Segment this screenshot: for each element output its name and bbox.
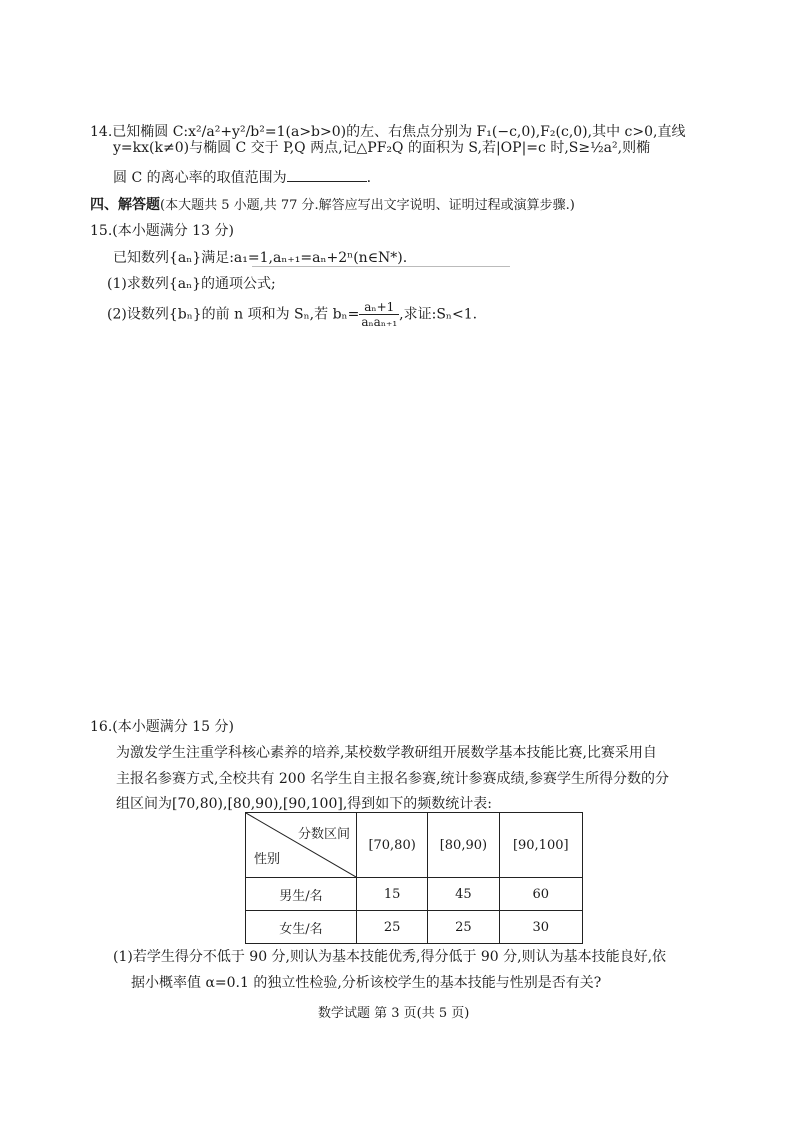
q15-title: 15.(本小题满分 13 分): [90, 223, 234, 239]
q15-part2-post: ,求证:Sₙ<1.: [399, 306, 478, 323]
divider: [252, 266, 510, 267]
column-header: [80,90): [428, 813, 499, 878]
table-cell: 25: [428, 911, 499, 944]
fraction: [359, 300, 399, 329]
table-cell: 25: [357, 911, 428, 944]
section4-heading-line: [90, 194, 575, 214]
corner-top-label: 分数区间: [297, 827, 350, 842]
table-corner-cell: [246, 813, 357, 878]
table-cell: 15: [357, 878, 428, 911]
table-row: [246, 878, 583, 911]
q15-part2-pre: (2)设数列{bₙ}的前 n 项和为 Sₙ,若 bₙ=: [107, 306, 360, 323]
q14-line3: [113, 167, 371, 187]
frequency-table: [245, 812, 583, 944]
table-cell: 60: [499, 878, 582, 911]
q14-line1: 14.已知椭圆 C:x²/a²+y²/b²=1(a>b>0)的左、右焦点分别为 F₁(−c,0),F₂(c,0),其中 c>0,直线: [90, 124, 686, 140]
q14-line2: y=kx(k≠0)与椭圆 C 交于 P,Q 两点,记△PF₂Q 的面积为 S,若|OP|=c 时,S≥½a²,则椭: [113, 140, 651, 156]
table-cell: 30: [499, 911, 582, 944]
q16-part1-line1: (1)若学生得分不低于 90 分,则认为基本技能优秀,得分低于 90 分,则认为基本技能良好,依: [113, 949, 667, 965]
section4-note: (本大题共 5 小题,共 77 分.解答应写出文字说明、证明过程或演算步骤.): [160, 198, 575, 213]
table-cell: 45: [428, 878, 499, 911]
q14-line3-end: .: [366, 170, 372, 186]
row-label: 女生/名: [246, 911, 357, 944]
column-header: [70,80): [357, 813, 428, 878]
table-row: [246, 911, 583, 944]
corner-bottom-label: 性别: [254, 852, 281, 867]
q16-part1-line2: 据小概率值 α=0.1 的独立性检验,分析该校学生的基本技能与性别是否有关?: [131, 975, 602, 991]
q16-para2: 主报名参赛方式,全校共有 200 名学生自主报名参赛,统计参赛成绩,参赛学生所得分数的分: [116, 771, 669, 787]
fraction-numerator: aₙ+1: [359, 300, 399, 315]
answer-blank: [287, 167, 367, 182]
q16-para1: 为激发学生注重学科核心素养的培养,某校数学教研组开展数学基本技能比赛,比赛采用自: [116, 745, 657, 761]
table-header-row: [246, 813, 583, 878]
q15-given: 已知数列{aₙ}满足:a₁=1,aₙ₊₁=aₙ+2ⁿ(n∈N*).: [113, 250, 408, 266]
q16-title: 16.(本小题满分 15 分): [90, 719, 234, 735]
q16-para3: 组区间为[70,80),[80,90),[90,100],得到如下的频数统计表:: [116, 796, 492, 812]
q15-part1: (1)求数列{aₙ}的通项公式;: [107, 276, 276, 292]
row-label: 男生/名: [246, 878, 357, 911]
q14-line3-text: 圆 C 的离心率的取值范围为: [113, 170, 287, 186]
fraction-denominator: aₙaₙ₊₁: [361, 315, 398, 329]
column-header: [90,100]: [499, 813, 582, 878]
section4-heading: 四、解答题: [90, 197, 160, 213]
q15-part2: [107, 300, 477, 329]
page-footer: 数学试题 第 3 页(共 5 页): [318, 1006, 470, 1021]
